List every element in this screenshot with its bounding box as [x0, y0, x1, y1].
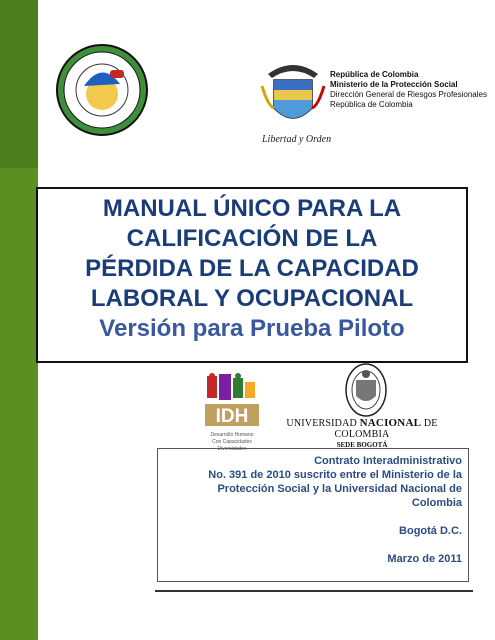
idh-caption-2: Con Capacidades: [212, 439, 252, 445]
gov-line-republica: República de Colombia: [330, 70, 419, 79]
title-line-1: MANUAL ÚNICO PARA LA: [102, 195, 402, 222]
contract-box: [157, 448, 469, 582]
title-line-3: PÉRDIDA DE LA CAPACIDAD: [85, 255, 419, 282]
green-sidebar-top: [0, 0, 38, 168]
gov-line-ministerio: Ministerio de la Protección Social: [330, 80, 458, 89]
title-box: [36, 187, 468, 363]
government-header: [330, 70, 487, 110]
contract-city: Bogotá D.C.: [399, 525, 462, 537]
gov-line-direccion: Dirección General de Riesgos Profesionales: [330, 90, 487, 99]
contract-line-2: No. 391 de 2010 suscrito entre el Ministerio de la: [208, 469, 462, 481]
title-line-5: Versión para Prueba Piloto: [99, 315, 405, 342]
university-suffix: DE COLOMBIA: [334, 418, 438, 440]
contract-line-4: Colombia: [411, 497, 462, 509]
idh-caption-3: Diversidades: [217, 446, 247, 452]
university-name: [267, 417, 457, 449]
title-line-4: LABORAL Y OCUPACIONAL: [90, 285, 414, 312]
bottom-rule: [155, 590, 473, 592]
motto: Libertad y Orden: [262, 134, 332, 145]
university-prefix: UNIVERSIDAD: [286, 418, 357, 429]
idh-logo: [203, 372, 261, 458]
contract-line-1: Contrato Interadministrativo: [314, 455, 462, 467]
contract-line-3: Protección Social y la Universidad Nacional de: [217, 483, 462, 495]
gov-line-republica-2: República de Colombia: [330, 100, 413, 109]
idh-text: IDH: [215, 406, 249, 427]
university-title: [267, 417, 457, 440]
university-main: NACIONAL: [359, 417, 422, 429]
fondo-logo-text-ring: [58, 46, 146, 134]
colombia-shield-icon: [260, 56, 326, 138]
university-campus: SEDE BOGOTÁ: [336, 441, 388, 449]
title-line-2: CALIFICACIÓN DE LA: [126, 225, 378, 252]
fondo-riesgos-logo: [56, 44, 148, 136]
idh-caption-1: Desarrollo Humano: [210, 432, 254, 438]
contract-date: Marzo de 2011: [387, 553, 462, 565]
